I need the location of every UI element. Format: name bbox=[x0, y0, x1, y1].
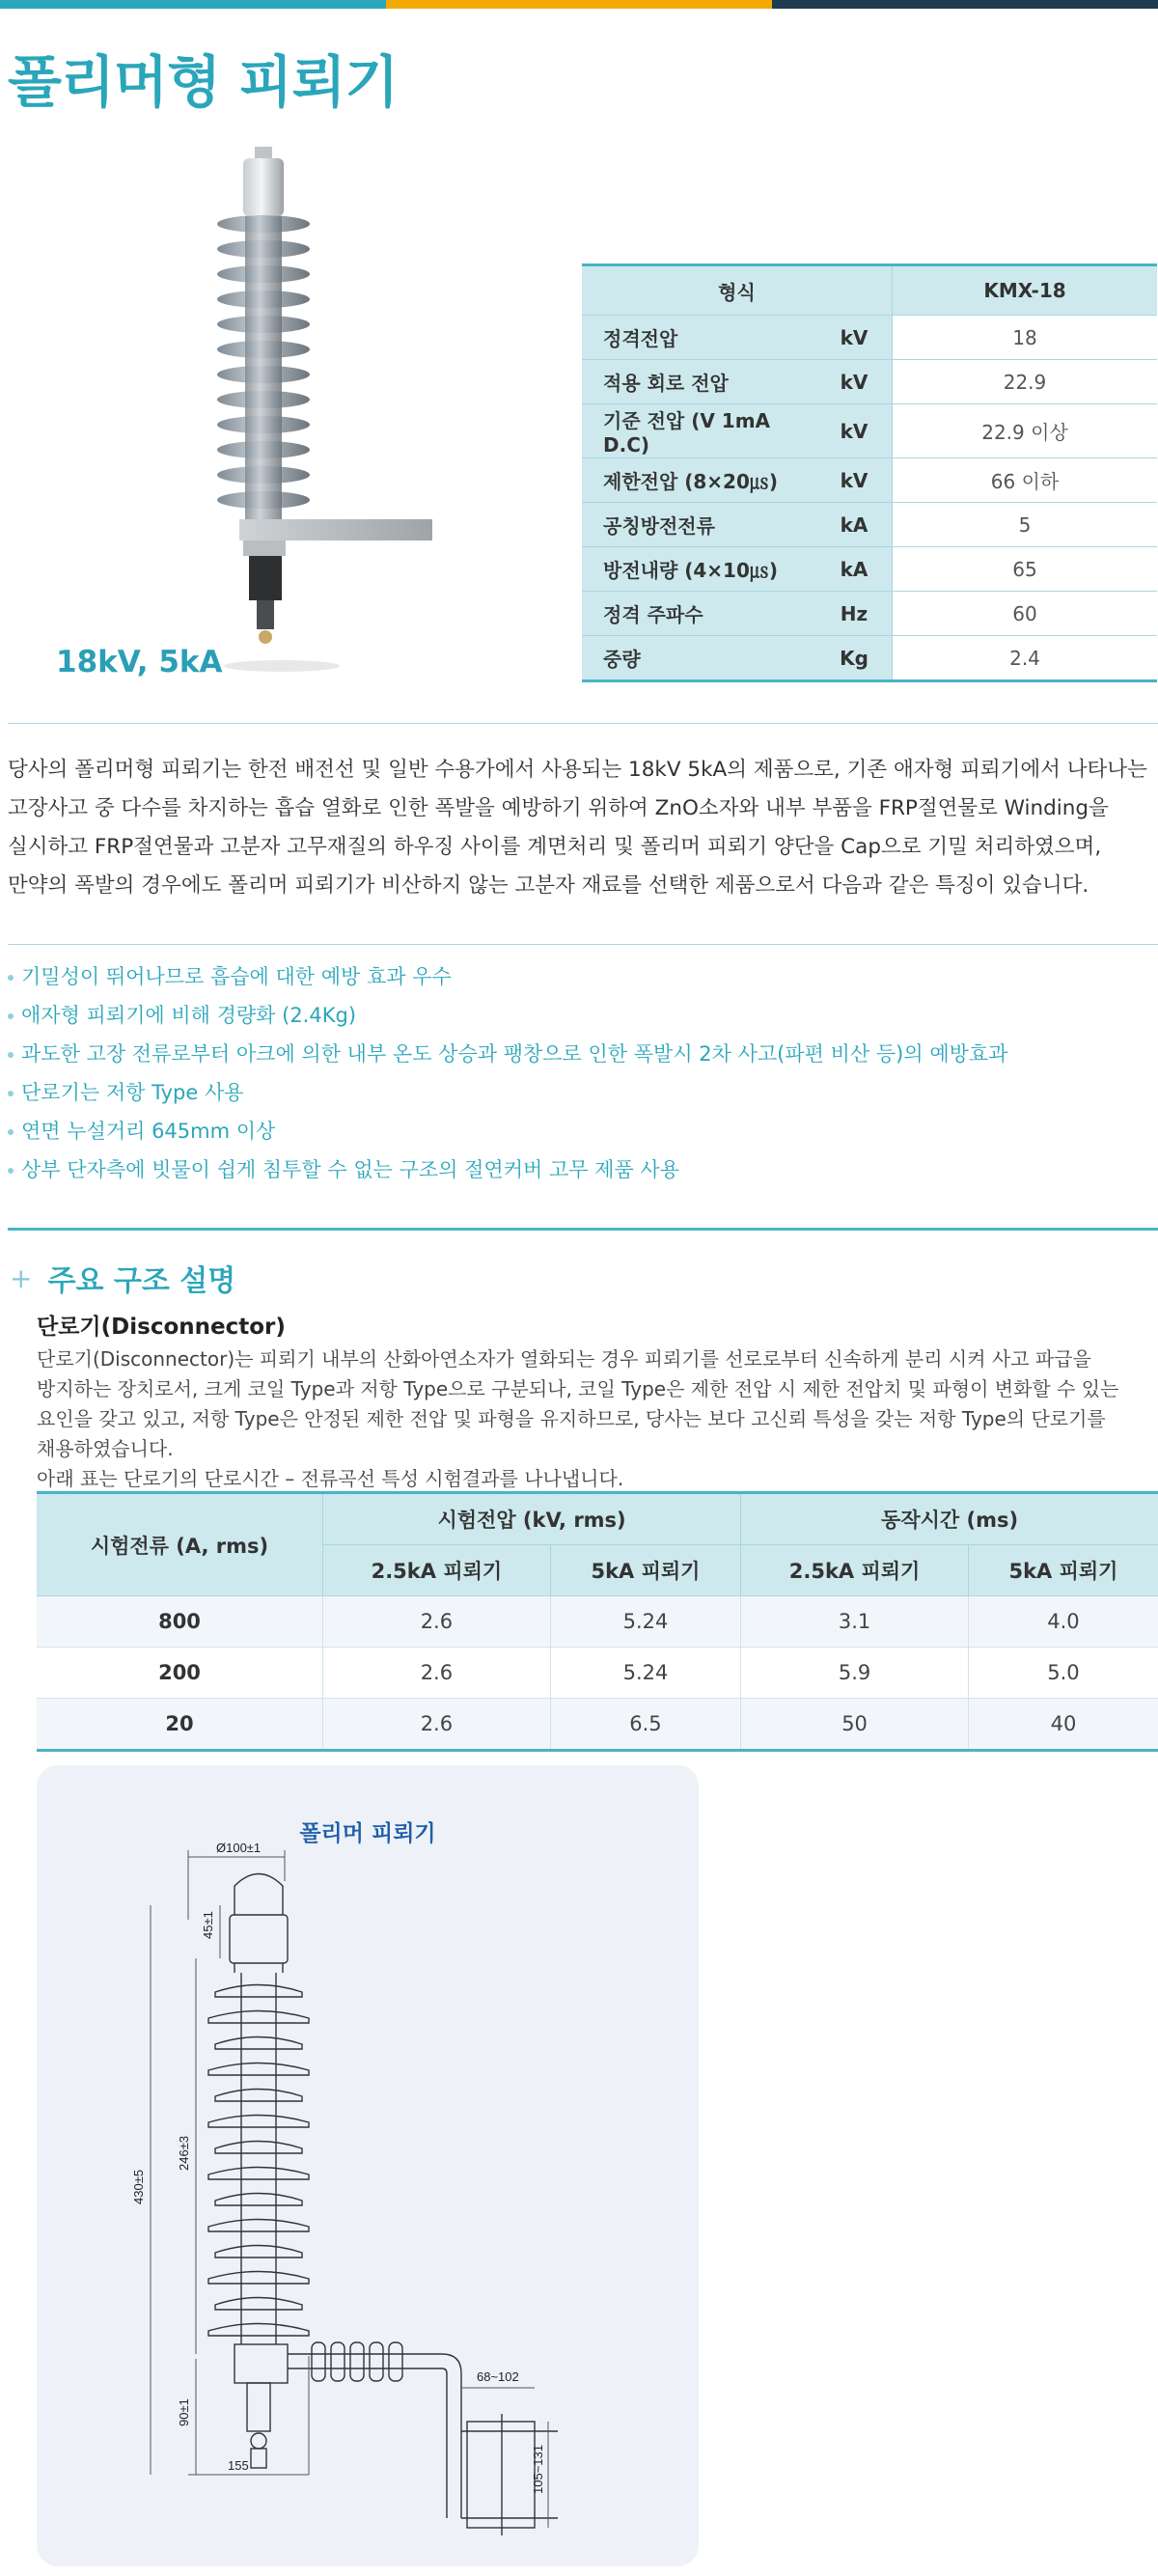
spec-value: 22.9 이상 bbox=[893, 404, 1158, 458]
spec-row bbox=[582, 547, 1157, 592]
description-paragraph: 단로기(Disconnector)는 피뢰기 내부의 산화아연소자가 열화되는 경우 피뢰기를 선로로부터 신속하게 분리 시켜 사고 파급을 방지하는 장치로서, 크게 코일 Type과 저항 Type으로 구분되나, 코일 Type은 제한 전압 시 제한 전압치 및 파형이 변화할 수 있는 요인을 갖고 있고, 저항 Type은 안정된 제한 전압 및 파형을 유지하므로, 당사는 보다 고신뢰 특성을 갖는 저항 Type의 단로기를 채용하였습니다. bbox=[37, 1347, 1119, 1460]
spec-name: 기준 전압 (V 1mA D.C) bbox=[582, 404, 816, 458]
cap-outline bbox=[234, 1874, 283, 1916]
spec-row bbox=[582, 404, 1157, 458]
divider bbox=[8, 944, 1158, 945]
feature-item bbox=[8, 957, 1007, 996]
cell-current: 20 bbox=[37, 1699, 323, 1751]
feature-text: 상부 단자측에 빗물이 쉽게 침투할 수 없는 구조의 절연커버 고무 제품 사용 bbox=[21, 1158, 680, 1181]
cell-time-25: 3.1 bbox=[741, 1596, 969, 1648]
spec-unit: kV bbox=[816, 316, 893, 360]
feature-text: 단로기는 저항 Type 사용 bbox=[21, 1081, 244, 1104]
dim-plate-label: 105~131 bbox=[531, 2445, 545, 2494]
feature-text: 애자형 피뢰기에 비해 경량화 (2.4Kg) bbox=[21, 1004, 357, 1027]
spec-table bbox=[582, 263, 1157, 682]
table-row bbox=[37, 1648, 1158, 1699]
cell-time-25: 50 bbox=[741, 1699, 969, 1751]
feature-item bbox=[8, 996, 1007, 1035]
group-operating-time: 동작시간 (ms) bbox=[741, 1493, 1158, 1545]
spec-row bbox=[582, 636, 1157, 681]
cell-voltage-25: 2.6 bbox=[323, 1699, 551, 1751]
mounting-plate bbox=[467, 2422, 535, 2528]
bullet-icon bbox=[8, 1091, 14, 1096]
feature-item bbox=[8, 1150, 1007, 1189]
dim-body-label: 246±3 bbox=[177, 2135, 191, 2171]
spec-unit: kA bbox=[816, 547, 893, 592]
sub-header: 2.5kA 피뢰기 bbox=[741, 1545, 969, 1596]
intro-paragraph: 당사의 폴리머형 피뢰기는 한전 배전선 및 일반 수용가에서 사용되는 18kV 5kA의 제품으로, 기존 애자형 피뢰기에서 나타나는 고장사고 중 다수를 차지하는 흡습 열화로 인한 폭발을 예방하기 위하여 ZnO소자와 내부 부품을 FRP절연물로 Winding을 실시하고 FRP절연물과 고분자 고무재질의 하우징 사이를 계면처리 및 폴리머 피뢰기 양단을 Cap으로 기밀 처리하였으며, 만약의 폭발의 경우에도 폴리머 피뢰기가 비산하지 않는 고분자 재료를 선택한 제품으로서 다음과 같은 특징이 있습니다. bbox=[8, 758, 1147, 898]
spec-value: 66 이하 bbox=[893, 458, 1158, 503]
bullet-icon bbox=[8, 1013, 14, 1019]
top-color-bar bbox=[0, 0, 1158, 9]
spec-value: 5 bbox=[893, 503, 1158, 547]
spec-name: 공칭방전전류 bbox=[582, 503, 816, 547]
spec-name: 중량 bbox=[582, 636, 816, 681]
spec-value: 22.9 bbox=[893, 360, 1158, 404]
polymer-arrester-photo bbox=[193, 135, 444, 695]
spec-unit: Kg bbox=[816, 636, 893, 681]
cell-voltage-25: 2.6 bbox=[323, 1596, 551, 1648]
feature-item bbox=[8, 1112, 1007, 1150]
plus-icon: + bbox=[10, 1261, 33, 1294]
divider bbox=[8, 723, 1158, 724]
dim-top-label: Ø100±1 bbox=[216, 1841, 262, 1855]
bracket-sheds bbox=[312, 2342, 402, 2381]
spec-name: 제한전압 (8×20㎲) bbox=[582, 458, 816, 503]
cell-current: 200 bbox=[37, 1648, 323, 1699]
table-row bbox=[37, 1596, 1158, 1648]
drawing-title: 폴리머 피뢰기 bbox=[299, 1821, 436, 1846]
section-divider bbox=[8, 1228, 1158, 1231]
sub-header: 2.5kA 피뢰기 bbox=[323, 1545, 551, 1596]
spec-row bbox=[582, 316, 1157, 360]
feature-list bbox=[8, 957, 1007, 1189]
topbar-segment-navy bbox=[772, 0, 1158, 9]
spec-name: 정격전압 bbox=[582, 316, 816, 360]
spec-name: 적용 회로 전압 bbox=[582, 360, 816, 404]
shed-group bbox=[208, 1985, 309, 2337]
cell-voltage-5: 5.24 bbox=[550, 1596, 740, 1648]
sub-header: 5kA 피뢰기 bbox=[968, 1545, 1158, 1596]
dim-bracket-label: 68~102 bbox=[477, 2369, 519, 2384]
dim-width-label: 155 bbox=[228, 2458, 249, 2473]
section-title bbox=[10, 1257, 235, 1299]
spec-row bbox=[582, 592, 1157, 636]
bullet-icon bbox=[8, 1052, 14, 1058]
spec-row bbox=[582, 458, 1157, 503]
spec-value: 18 bbox=[893, 316, 1158, 360]
description-note: 아래 표는 단로기의 단로시간 – 전류곡선 특성 시험결과를 나나냅니다. bbox=[37, 1467, 624, 1490]
spec-header-label: 형식 bbox=[582, 265, 893, 316]
base-block bbox=[234, 2344, 288, 2383]
topbar-segment-teal bbox=[0, 0, 386, 9]
test-result-table bbox=[37, 1491, 1158, 1752]
table-row bbox=[37, 1699, 1158, 1751]
cell-current: 800 bbox=[37, 1596, 323, 1648]
feature-item bbox=[8, 1035, 1007, 1073]
feature-text: 연면 누설거리 645mm 이상 bbox=[21, 1120, 276, 1143]
spec-row bbox=[582, 503, 1157, 547]
cap-body bbox=[230, 1915, 288, 1963]
spec-value: 60 bbox=[893, 592, 1158, 636]
spec-value: 2.4 bbox=[893, 636, 1158, 681]
bullet-icon bbox=[8, 1168, 14, 1174]
spec-unit: Hz bbox=[816, 592, 893, 636]
dimension-drawing-panel bbox=[37, 1765, 699, 2566]
disconnector-body bbox=[247, 2383, 270, 2431]
cell-time-25: 5.9 bbox=[741, 1648, 969, 1699]
dim-cap-label: 45±1 bbox=[201, 1911, 215, 1939]
cell-voltage-25: 2.6 bbox=[323, 1648, 551, 1699]
cell-time-5: 5.0 bbox=[968, 1648, 1158, 1699]
spec-name: 정격 주파수 bbox=[582, 592, 816, 636]
bullet-icon bbox=[8, 1129, 14, 1135]
dim-base-label: 90±1 bbox=[177, 2398, 191, 2426]
spec-unit: kV bbox=[816, 360, 893, 404]
sub-header: 5kA 피뢰기 bbox=[550, 1545, 740, 1596]
disconnector-description bbox=[37, 1344, 1158, 1494]
cell-voltage-5: 5.24 bbox=[550, 1648, 740, 1699]
dim-total-label: 430±5 bbox=[131, 2169, 146, 2204]
spec-value: 65 bbox=[893, 547, 1158, 592]
rating-caption: 18kV, 5kA bbox=[56, 645, 223, 679]
col-test-current: 시험전류 (A, rms) bbox=[37, 1493, 323, 1596]
section-title-text: 주요 구조 설명 bbox=[47, 1264, 236, 1298]
spec-row bbox=[582, 360, 1157, 404]
feature-text: 과도한 고장 전류로부터 아크에 의한 내부 온도 상승과 팽창으로 인한 폭발시 2차 사고(파편 비산 등)의 예방효과 bbox=[21, 1042, 1008, 1066]
spec-unit: kA bbox=[816, 503, 893, 547]
cell-time-5: 40 bbox=[968, 1699, 1158, 1751]
feature-text: 기밀성이 뛰어나므로 흡습에 대한 예방 효과 우수 bbox=[21, 965, 452, 988]
topbar-segment-yellow bbox=[386, 0, 772, 9]
cell-voltage-5: 6.5 bbox=[550, 1699, 740, 1751]
page-title: 폴리머형 피뢰기 bbox=[8, 49, 399, 115]
feature-item bbox=[8, 1073, 1007, 1112]
disconnector-subtitle: 단로기(Disconnector) bbox=[37, 1315, 286, 1340]
cell-time-5: 4.0 bbox=[968, 1596, 1158, 1648]
spec-unit: kV bbox=[816, 458, 893, 503]
spec-header-model: KMX-18 bbox=[893, 265, 1158, 316]
spec-name: 방전내량 (4×10㎲) bbox=[582, 547, 816, 592]
spec-unit: kV bbox=[816, 404, 893, 458]
dimension-drawing bbox=[37, 1765, 699, 2566]
group-test-voltage: 시험전압 (kV, rms) bbox=[323, 1493, 741, 1545]
bullet-icon bbox=[8, 975, 14, 981]
